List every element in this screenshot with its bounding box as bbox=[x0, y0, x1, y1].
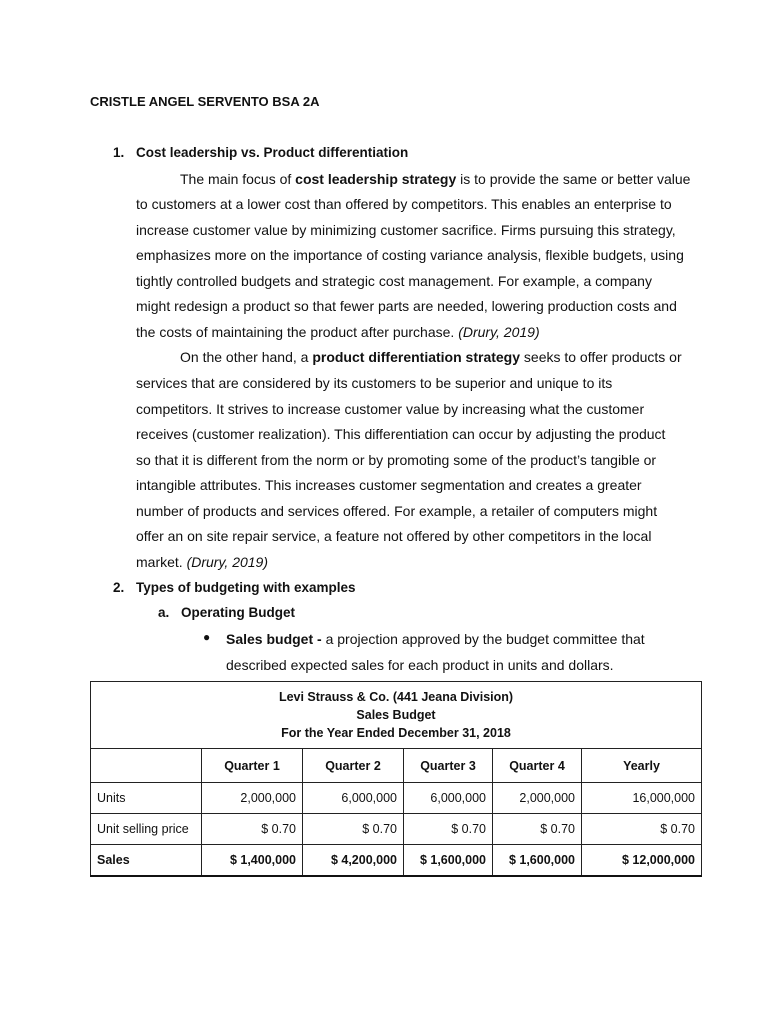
table-header-cell bbox=[91, 682, 702, 749]
table-total-row bbox=[91, 845, 702, 877]
para2-tail: seeks to offer products or bbox=[520, 349, 682, 365]
column-header: Quarter 3 bbox=[404, 749, 493, 783]
subsection-a-letter: a. bbox=[158, 605, 170, 620]
para2-bold-term: product differentiation strategy bbox=[312, 349, 521, 365]
table-cell: $ 12,000,000 bbox=[582, 845, 702, 877]
table-cell: 6,000,000 bbox=[404, 783, 493, 814]
table-row bbox=[91, 814, 702, 845]
table-cell: $ 0.70 bbox=[303, 814, 404, 845]
para1-citation: (Drury, 2019) bbox=[458, 324, 540, 340]
bullet-term: Sales budget - bbox=[226, 631, 326, 647]
section-2-number: 2. bbox=[113, 580, 125, 595]
para1-lead: The main focus of bbox=[180, 171, 296, 187]
table-cell: $ 0.70 bbox=[404, 814, 493, 845]
para1-line: to customers at a lower cost than offered by competitors. This enables an enterprise to bbox=[136, 196, 672, 212]
table-cell: $ 4,200,000 bbox=[303, 845, 404, 877]
row-label: Unit selling price bbox=[91, 814, 202, 845]
column-header: Quarter 1 bbox=[202, 749, 303, 783]
column-header: Quarter 2 bbox=[303, 749, 404, 783]
table-cell: $ 0.70 bbox=[202, 814, 303, 845]
para1-line: tightly controlled budgets and strategic cost management. For example, a company bbox=[136, 273, 652, 289]
para1-line: increase customer value by minimizing customer sacrifice. Firms pursuing this strategy, bbox=[136, 222, 676, 238]
para1-last: the costs of maintaining the product after purchase. bbox=[136, 324, 459, 340]
table-cell: 16,000,000 bbox=[582, 783, 702, 814]
para2-last-line bbox=[136, 553, 268, 571]
section-1-number: 1. bbox=[113, 145, 125, 160]
table-column-header-row bbox=[91, 749, 702, 783]
para2-line: offer an on site repair service, a feature not offered by other competitors in the local bbox=[136, 528, 652, 544]
para2-last: market. bbox=[136, 554, 187, 570]
table-cell: 2,000,000 bbox=[202, 783, 303, 814]
section-1-title: Cost leadership vs. Product differentiation bbox=[136, 145, 409, 160]
table-cell: $ 1,600,000 bbox=[404, 845, 493, 877]
table-cell: $ 0.70 bbox=[493, 814, 582, 845]
para2-line: intangible attributes. This increases customer segmentation and creates a greater bbox=[136, 477, 642, 493]
table-title: Sales Budget bbox=[356, 708, 436, 722]
para1-first-line bbox=[180, 170, 690, 188]
bullet-line-2: described expected sales for each product in units and dollars. bbox=[226, 657, 614, 673]
para2-line: competitors. It strives to increase customer value by increasing what the customer bbox=[136, 401, 645, 417]
table-cell: 6,000,000 bbox=[303, 783, 404, 814]
para2-line: services that are considered by its customers to be superior and unique to its bbox=[136, 375, 613, 391]
para2-first-line bbox=[180, 348, 682, 366]
row-label: Units bbox=[91, 783, 202, 814]
table-corner-cell bbox=[91, 749, 202, 783]
para1-last-line bbox=[136, 323, 540, 341]
subsection-a-title: Operating Budget bbox=[181, 605, 295, 620]
para2-line: receives (customer realization). This differentiation can occur by adjusting the product bbox=[136, 426, 666, 442]
para1-line: might redesign a product so that fewer parts are needed, lowering production costs and bbox=[136, 298, 677, 314]
column-header: Quarter 4 bbox=[493, 749, 582, 783]
student-name: CRISTLE ANGEL SERVENTO BSA 2A bbox=[90, 94, 320, 109]
bullet-icon: ● bbox=[203, 630, 211, 644]
para1-tail: is to provide the same or better value bbox=[456, 171, 691, 187]
table-period: For the Year Ended December 31, 2018 bbox=[281, 726, 511, 740]
section-2-title: Types of budgeting with examples bbox=[136, 580, 356, 595]
table-cell: $ 1,400,000 bbox=[202, 845, 303, 877]
para1-bold-term: cost leadership strategy bbox=[295, 171, 457, 187]
column-header: Yearly bbox=[582, 749, 702, 783]
bullet-line bbox=[226, 630, 645, 648]
para2-lead: On the other hand, a bbox=[180, 349, 313, 365]
para2-line: so that it is different from the norm or by promoting some of the product’s tangible or bbox=[136, 452, 657, 468]
para2-citation: (Drury, 2019) bbox=[186, 554, 269, 570]
table-cell: $ 1,600,000 bbox=[493, 845, 582, 877]
table-row bbox=[91, 783, 702, 814]
sales-budget-table bbox=[90, 681, 702, 877]
row-label: Sales bbox=[91, 845, 202, 877]
para2-line: number of products and services offered. For example, a retailer of computers might bbox=[136, 503, 658, 519]
bullet-text: a projection approved by the budget committee that bbox=[325, 631, 645, 647]
table-company: Levi Strauss & Co. (441 Jeana Division) bbox=[278, 690, 514, 704]
table-cell: 2,000,000 bbox=[493, 783, 582, 814]
para1-line: emphasizes more on the importance of costing variance analysis, flexible budgets, using bbox=[136, 247, 684, 263]
table-cell: $ 0.70 bbox=[582, 814, 702, 845]
table-title-row bbox=[91, 682, 702, 749]
